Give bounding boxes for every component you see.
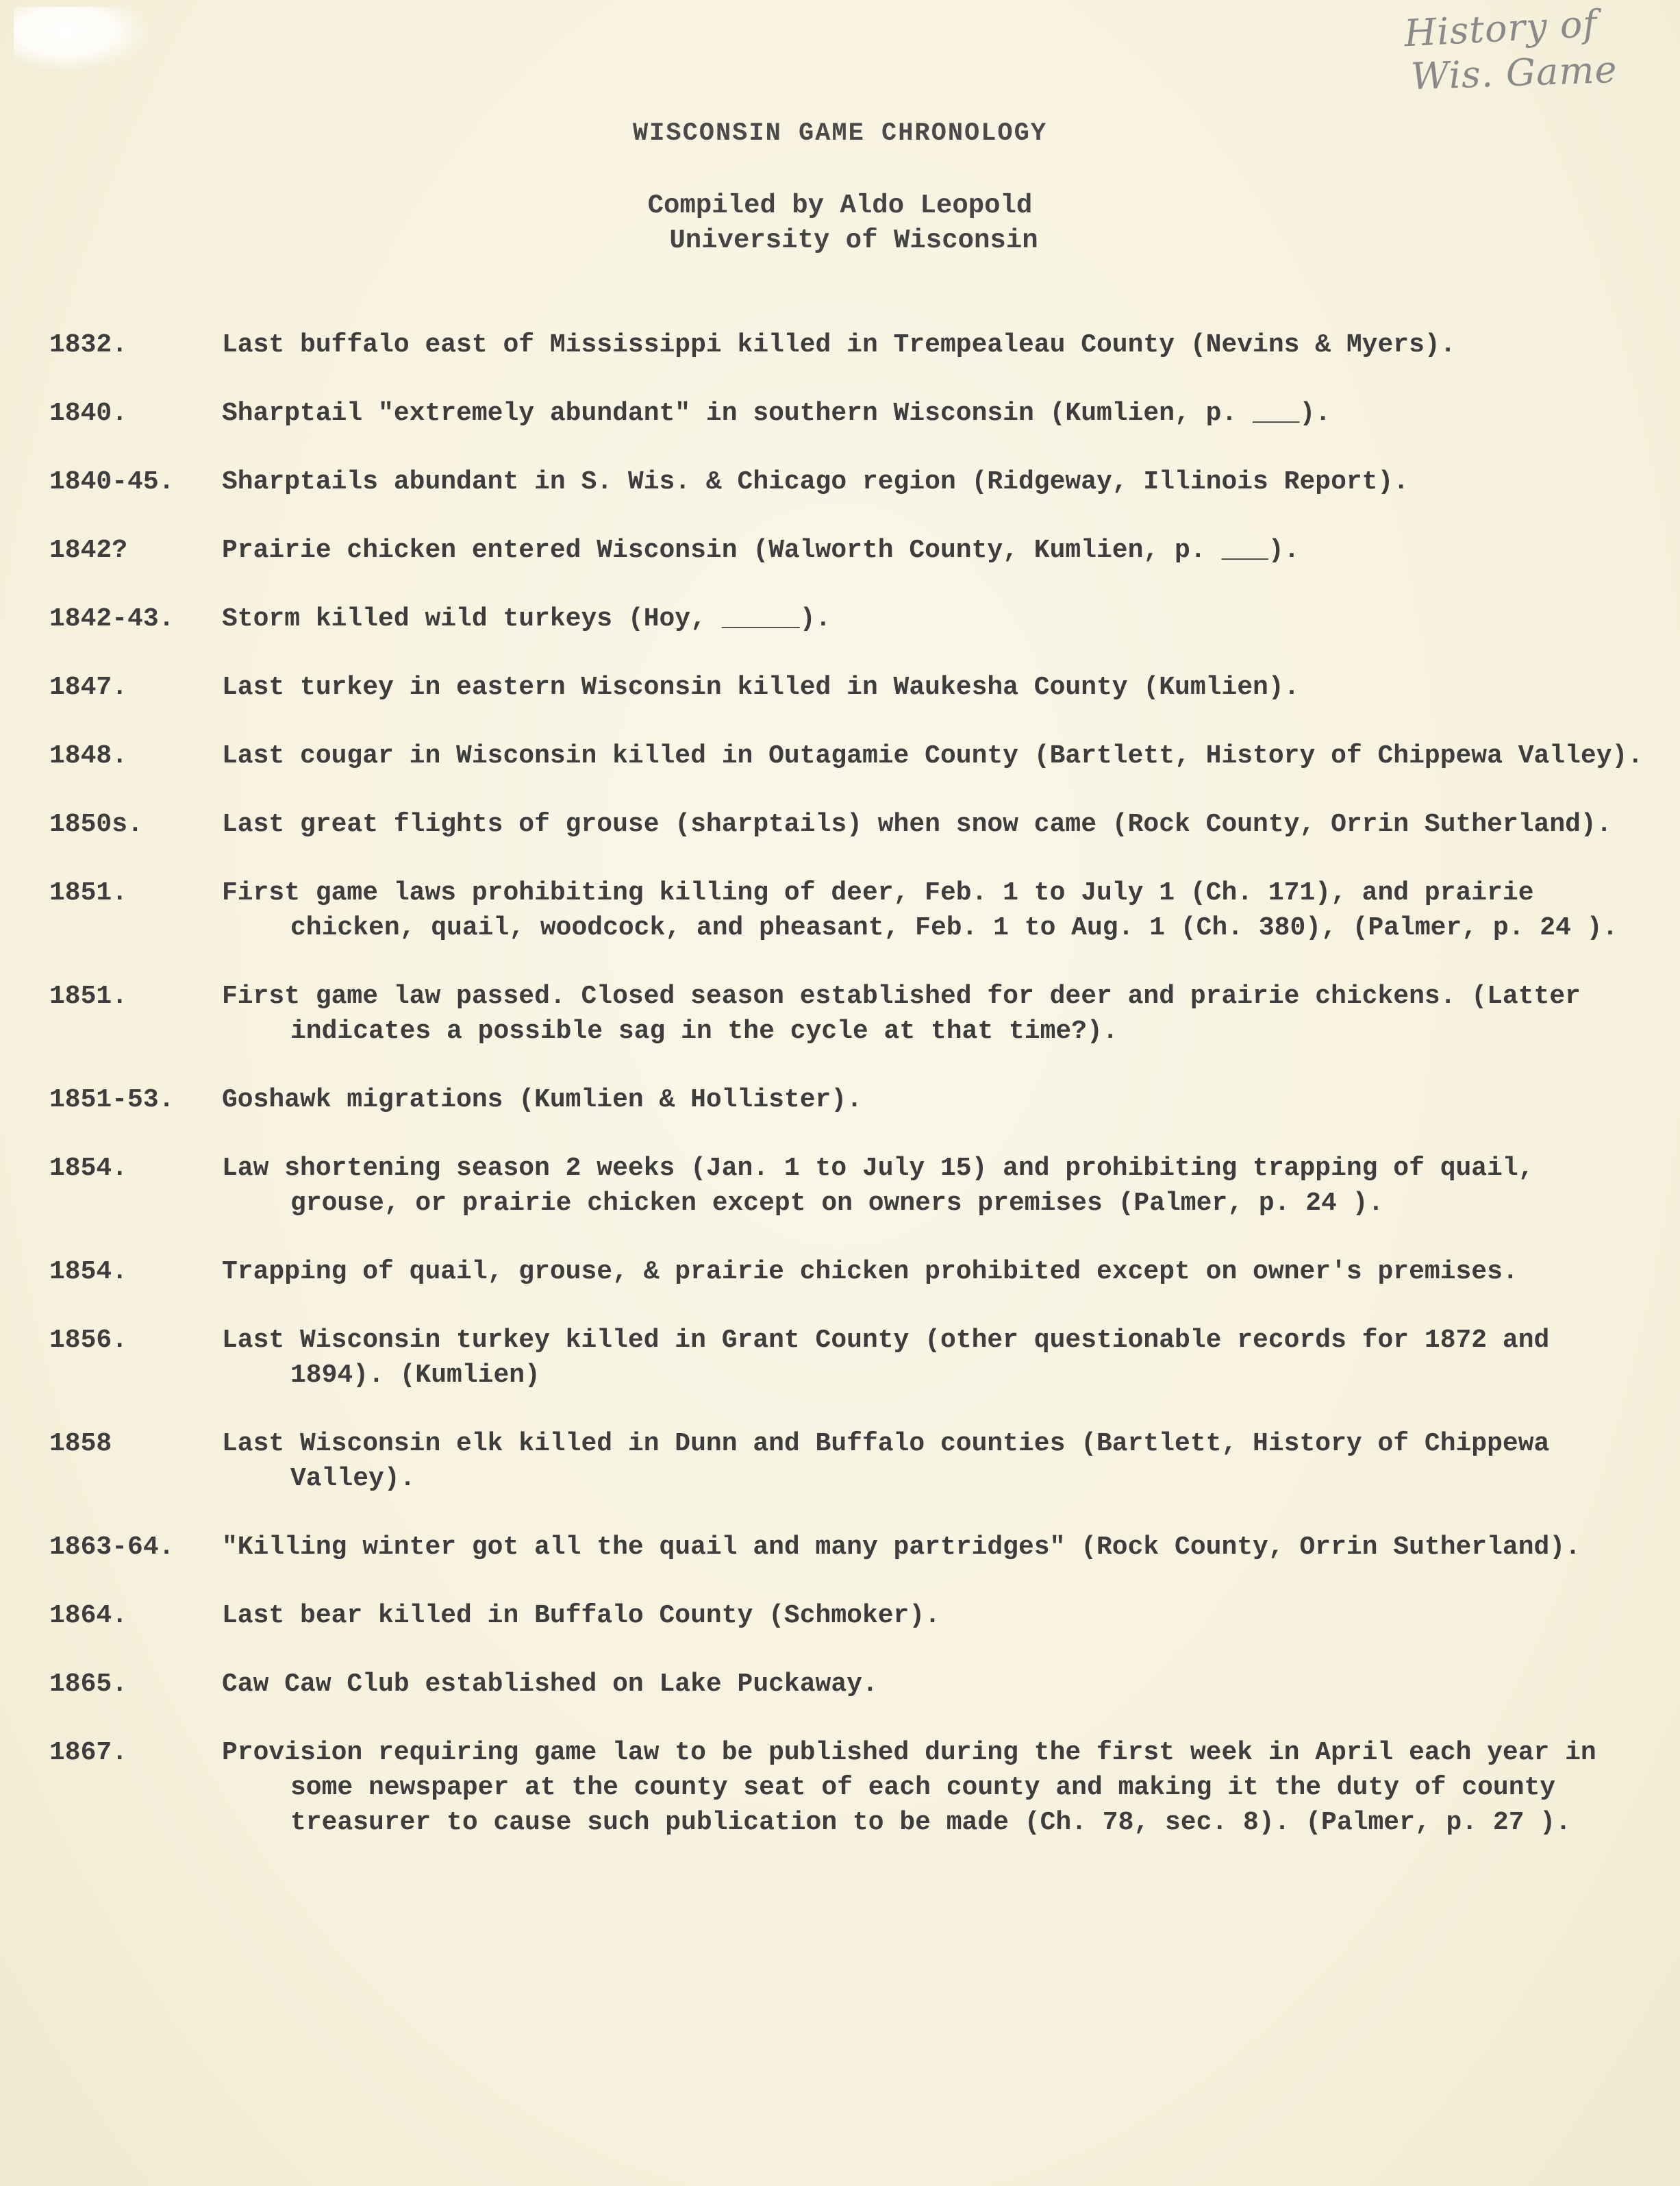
entry-year: 1856. (49, 1326, 128, 1355)
entry-text: Sharptails abundant in S. Wis. & Chicago region (Ridgeway, Illinois Report). (222, 467, 1409, 497)
chronology-entry (49, 327, 1652, 362)
compiled-by: Compiled by Aldo Leopold (647, 190, 1033, 221)
chronology-entry (49, 1254, 1652, 1289)
document-title: WISCONSIN GAME CHRONOLOGY (632, 119, 1048, 148)
paper-blemish (14, 7, 144, 69)
chronology-entry (49, 1530, 1652, 1565)
entry-year: 1840. (49, 399, 128, 428)
chronology-entry (49, 1082, 1652, 1117)
entry-text: Last turkey in eastern Wisconsin killed in Waukesha County (Kumlien). (222, 673, 1300, 702)
entry-text: Last bear killed in Buffalo County (Schmoker). (222, 1601, 940, 1630)
entry-year: 1864. (49, 1601, 128, 1630)
entry-text: Last cougar in Wisconsin killed in Outagamie County (Bartlett, History of Chippewa Valley). (222, 741, 1644, 771)
chronology-entry (49, 1667, 1652, 1702)
entry-year: 1842-43. (49, 604, 175, 634)
entry-text: First game laws prohibiting killing of deer, Feb. 1 to July 1 (Ch. 171), and prairie chicken, quail, woodcock, and pheasant, Feb. 1 to Aug. 1 (Ch. 380), (Palmer, p. 24 ). (222, 878, 1618, 943)
entry-year: 1867. (49, 1738, 128, 1767)
chronology-entry (49, 1598, 1652, 1633)
entry-text: Last great flights of grouse (sharptails) when snow came (Rock County, Orrin Sutherland). (222, 810, 1612, 839)
chronology-entry (49, 875, 1652, 945)
entry-year: 1842? (49, 536, 128, 565)
entry-text: First game law passed. Closed season established for deer and prairie chickens. (Latter indicates a possible sag in the cycle at that time?). (222, 982, 1581, 1046)
entry-year: 1854. (49, 1154, 128, 1183)
entry-year: 1865. (49, 1669, 128, 1699)
entry-year: 1851. (49, 982, 128, 1011)
entry-year: 1854. (49, 1257, 128, 1287)
entry-text: Last buffalo east of Mississippi killed in Trempealeau County (Nevins & Myers). (222, 330, 1456, 360)
entry-text: Caw Caw Club established on Lake Puckaway. (222, 1669, 878, 1699)
entry-text: Provision requiring game law to be published during the first week in April each year in some newspaper at the county seat of each county and making it the duty of county treasurer to cause such publication to be made (Ch. 78, sec. 8). (Palmer, p. 27 ). (222, 1738, 1596, 1837)
chronology-entry (49, 738, 1652, 773)
chronology-list (49, 327, 1652, 1840)
chronology-entry (49, 1735, 1652, 1840)
entry-text: Sharptail "extremely abundant" in southern Wisconsin (Kumlien, p. ___). (222, 399, 1331, 428)
handwritten-note-line-1: History of (1403, 1, 1598, 55)
chronology-entry (49, 1426, 1652, 1496)
chronology-entry (49, 396, 1652, 431)
chronology-entry (49, 979, 1652, 1049)
entry-year: 1832. (49, 330, 128, 360)
entry-year: 1840-45. (49, 467, 175, 497)
entry-text: Prairie chicken entered Wisconsin (Walworth County, Kumlien, p. ___). (222, 536, 1300, 565)
chronology-entry (49, 1151, 1652, 1221)
entry-text: Trapping of quail, grouse, & prairie chicken prohibited except on owner's premises. (222, 1257, 1518, 1287)
entry-year: 1858 (49, 1429, 112, 1458)
chronology-entry (49, 464, 1652, 499)
entry-year: 1847. (49, 673, 128, 702)
chronology-entry (49, 670, 1652, 705)
entry-text: Storm killed wild turkeys (Hoy, _____). (222, 604, 831, 634)
entry-year: 1851. (49, 878, 128, 908)
entry-year: 1851-53. (49, 1085, 175, 1115)
chronology-entry (49, 601, 1652, 636)
entry-text: Last Wisconsin elk killed in Dunn and Buffalo counties (Bartlett, History of Chippewa Valley). (222, 1429, 1550, 1493)
entry-year: 1848. (49, 741, 128, 771)
chronology-entry (49, 807, 1652, 842)
handwritten-note-line-2: Wis. Game (1410, 47, 1618, 99)
entry-text: Goshawk migrations (Kumlien & Hollister). (222, 1085, 862, 1115)
affiliation: University of Wisconsin (669, 225, 1038, 256)
entry-text: Law shortening season 2 weeks (Jan. 1 to July 15) and prohibiting trapping of quail, grouse, or prairie chicken except on owners premises (Palmer, p. 24 ). (222, 1154, 1534, 1218)
entry-year: 1850s. (49, 810, 143, 839)
entry-text: Last Wisconsin turkey killed in Grant County (other questionable records for 1872 and 1894). (Kumlien) (222, 1326, 1550, 1390)
chronology-entry (49, 533, 1652, 568)
entry-text: "Killing winter got all the quail and many partridges" (Rock County, Orrin Sutherland). (222, 1532, 1581, 1562)
entry-year: 1863-64. (49, 1532, 175, 1562)
chronology-entry (49, 1323, 1652, 1393)
